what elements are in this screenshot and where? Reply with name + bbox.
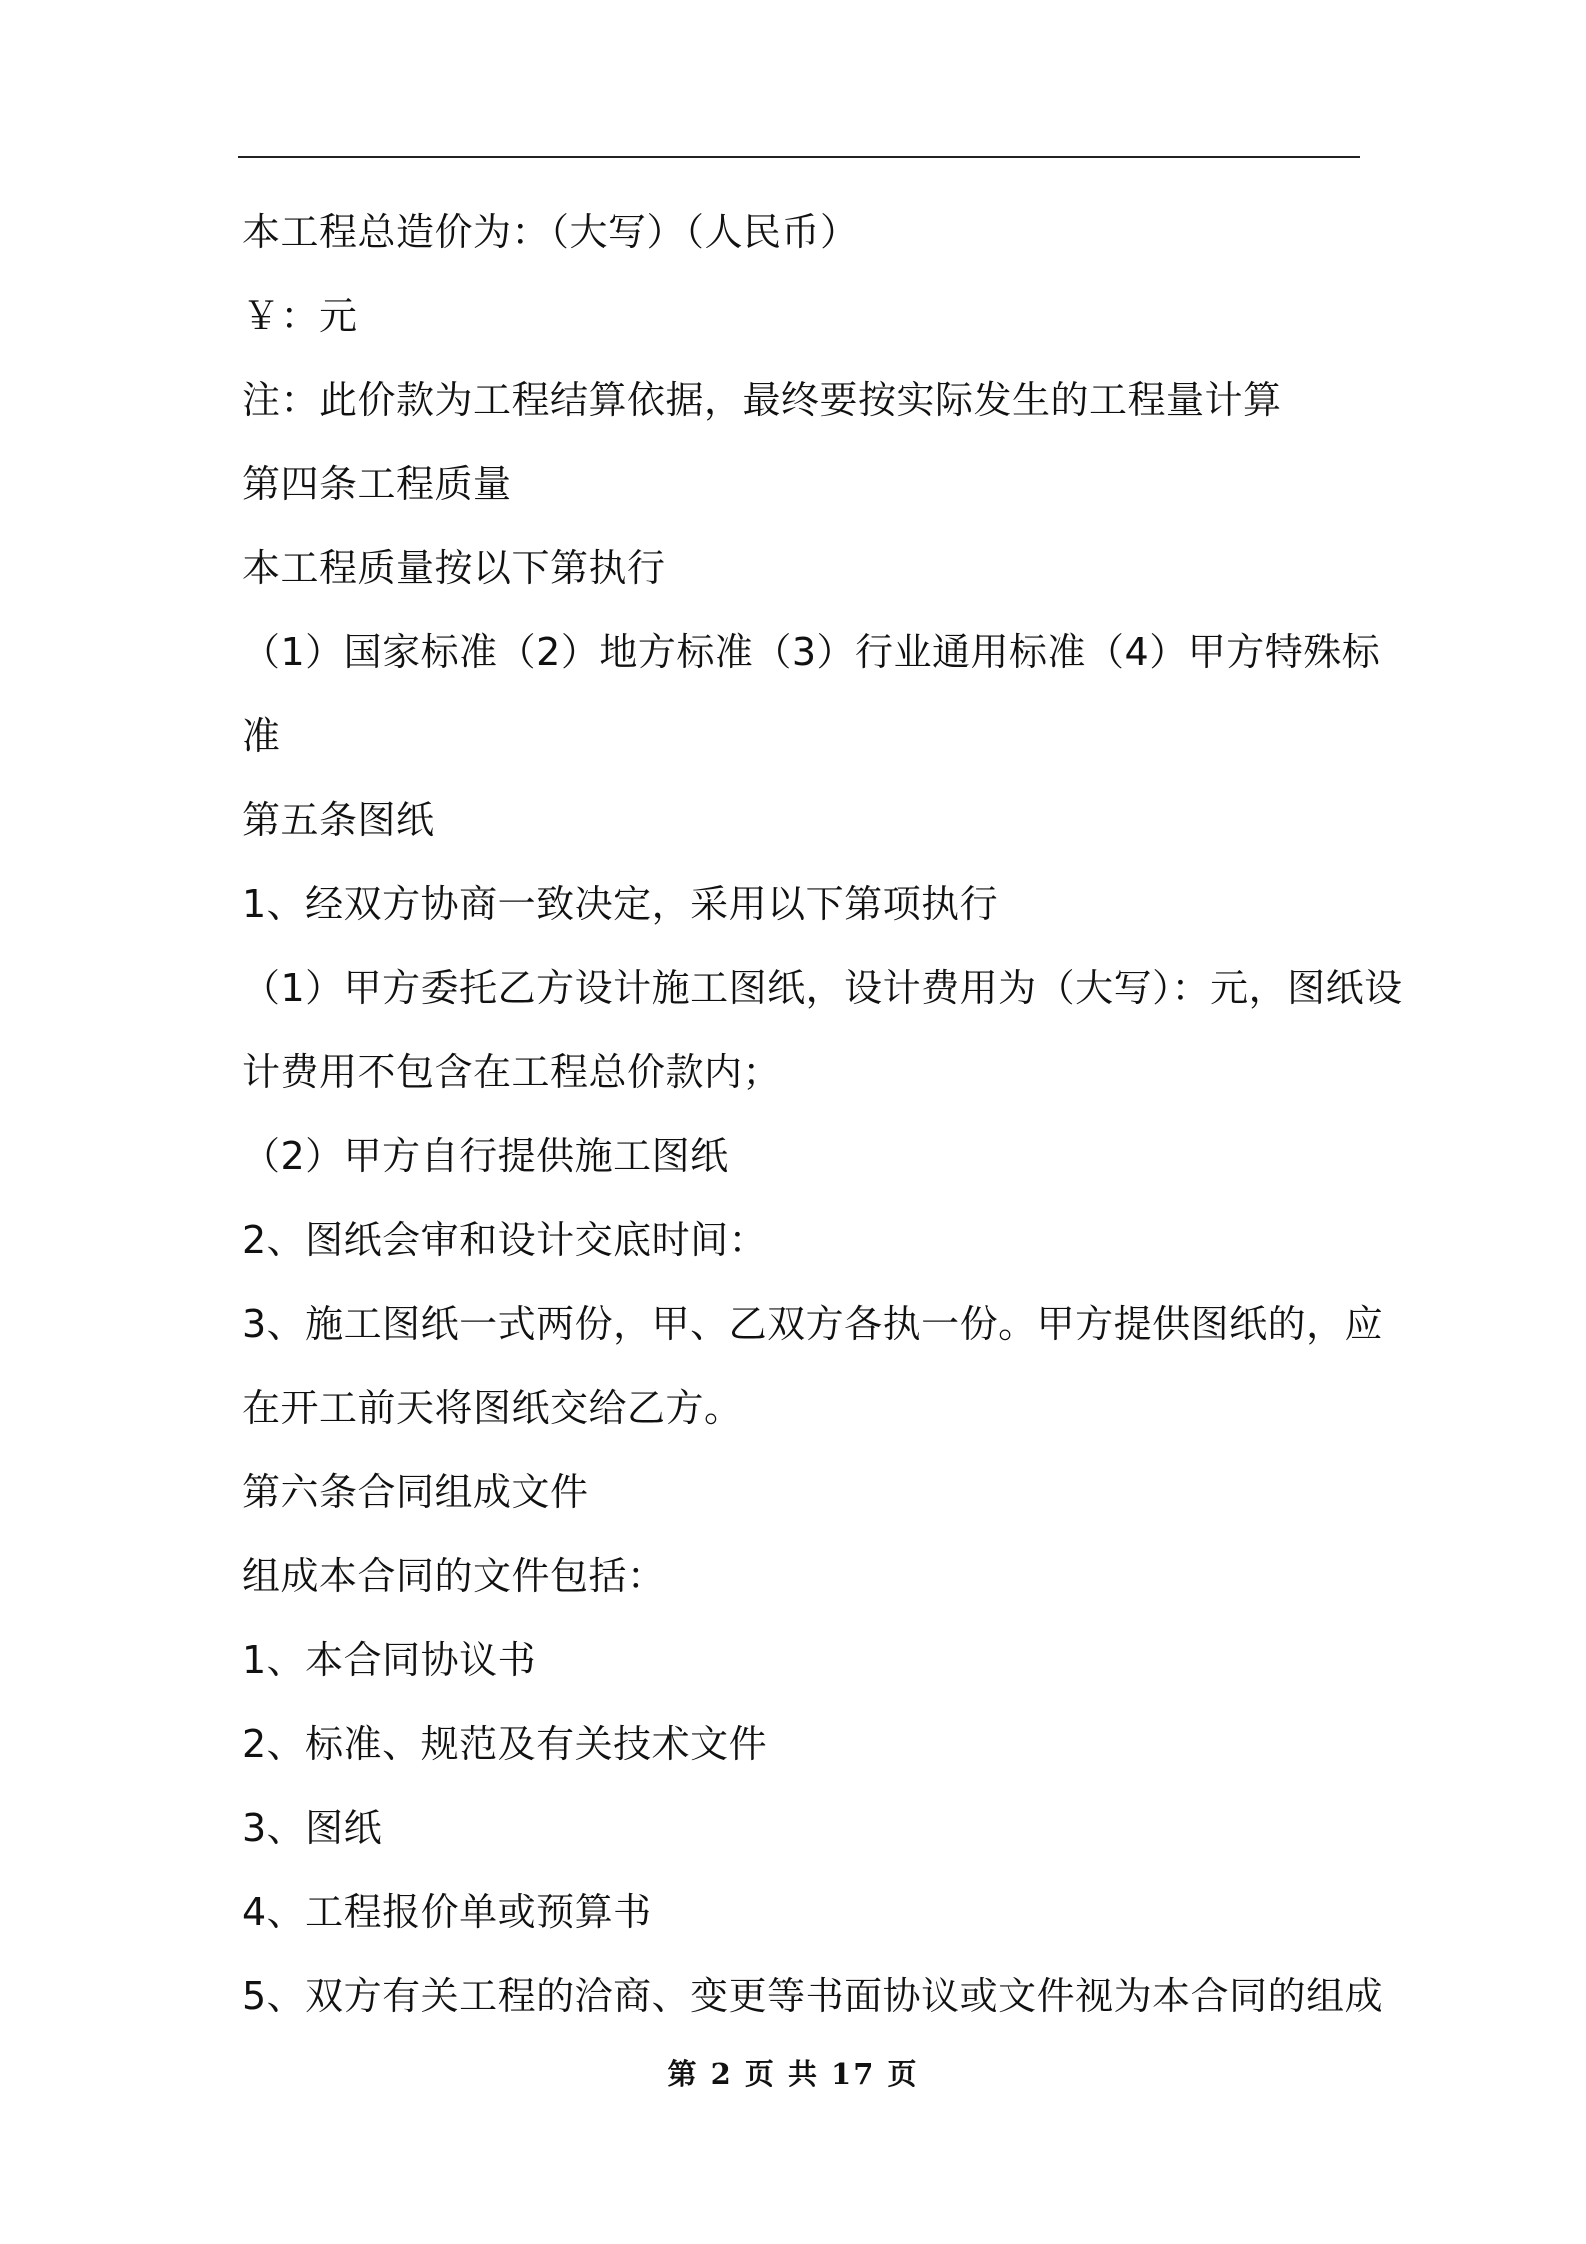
text-line: 本工程质量按以下第执行	[242, 546, 666, 590]
list-item: 5、双方有关工程的洽商、变更等书面协议或文件视为本合同的组成	[242, 1974, 1384, 2018]
text-line: 注：此价款为工程结算依据，最终要按实际发生的工程量计算	[242, 378, 1282, 422]
list-item: 2、标准、规范及有关技术文件	[242, 1722, 768, 1766]
list-item: 1、本合同协议书	[242, 1638, 537, 1682]
text-line: 2、图纸会审和设计交底时间：	[242, 1218, 768, 1262]
text-line: ￥：元	[242, 294, 358, 338]
list-item: 4、工程报价单或预算书	[242, 1890, 652, 1934]
text-line: （1）甲方委托乙方设计施工图纸，设计费用为（大写）：元，图纸设	[242, 966, 1403, 1010]
text-line: 3、施工图纸一式两份，甲、乙双方各执一份。甲方提供图纸的，应	[242, 1302, 1384, 1346]
section-heading: 第五条图纸	[242, 798, 435, 842]
text-line: （2）甲方自行提供施工图纸	[242, 1134, 729, 1178]
text-line: 准	[242, 714, 281, 758]
header-rule	[238, 156, 1360, 158]
document-body	[242, 190, 1403, 2038]
text-line: 在开工前天将图纸交给乙方。	[242, 1386, 743, 1430]
list-item: 3、图纸	[242, 1806, 383, 1850]
section-heading: 第四条工程质量	[242, 462, 512, 506]
text-line: 计费用不包含在工程总价款内；	[242, 1050, 782, 1094]
text-line: 本工程总造价为：（大写）（人民币）	[242, 210, 859, 254]
text-line: （1）国家标准（2）地方标准（3）行业通用标准（4）甲方特殊标	[242, 630, 1381, 674]
text-line: 组成本合同的文件包括：	[242, 1554, 666, 1598]
section-heading: 第六条合同组成文件	[242, 1470, 589, 1514]
page-number-footer: 第 2 页 共 17 页	[667, 2057, 919, 2091]
text-line: 1、经双方协商一致决定，采用以下第项执行	[242, 882, 999, 926]
